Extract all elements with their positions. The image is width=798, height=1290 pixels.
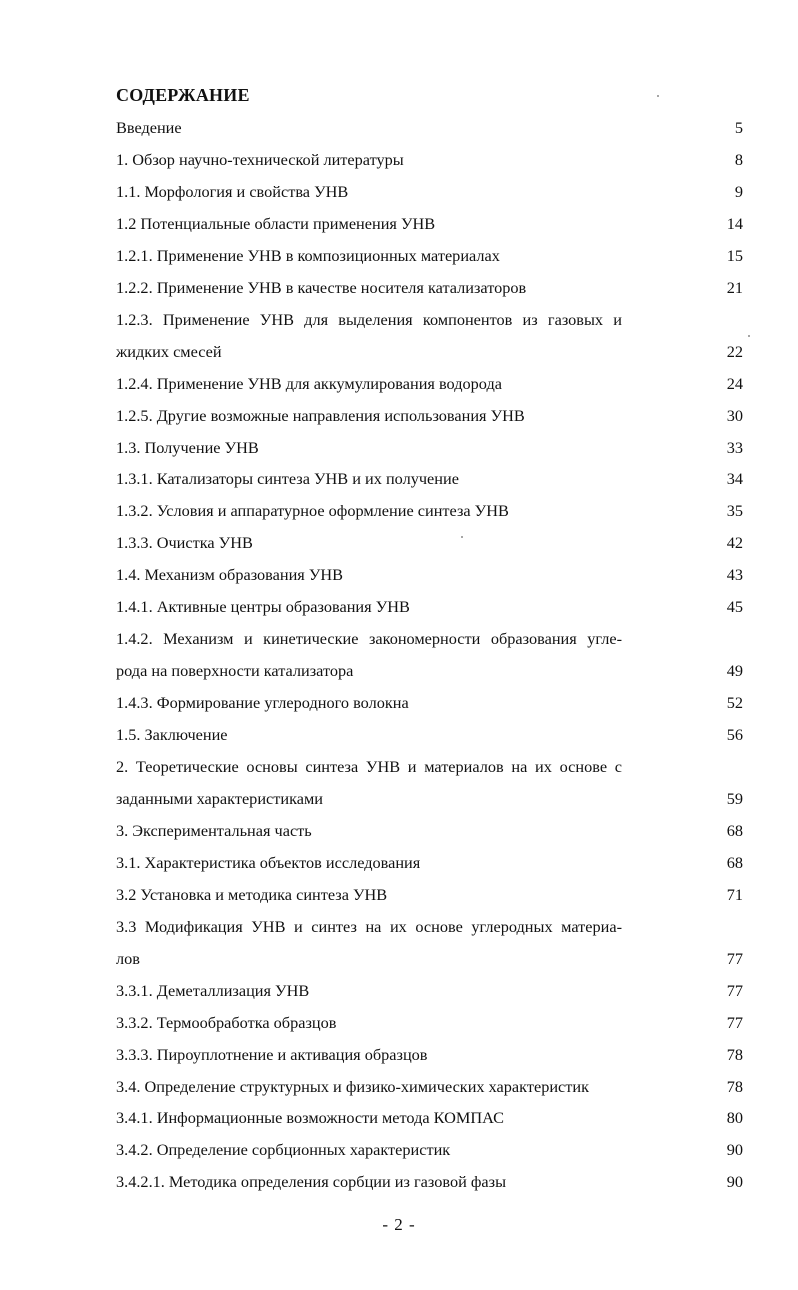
- toc-entry: [0, 820, 798, 852]
- toc-entry: [0, 373, 798, 405]
- toc-entry-title: 1.1. Морфология и свойства УНВ: [116, 181, 349, 201]
- toc-entry: [0, 564, 798, 596]
- toc-entry-title: 3.4.1. Информационные возможности метода КОМПАС: [116, 1108, 504, 1128]
- toc-entry-page-number: 68: [726, 820, 743, 840]
- toc-entry-page-number: 45: [726, 597, 743, 617]
- toc-entry: [0, 756, 798, 820]
- toc-entry-title: 1.4.2. Механизм и кинетические закономерности образования угле-: [116, 629, 622, 649]
- toc-entry-title: 3.4.2. Определение сорбционных характеристик: [116, 1140, 451, 1160]
- toc-entry-title: 1.2.2. Применение УНВ в качестве носителя катализаторов: [116, 277, 527, 297]
- toc-entry-title: 1.4.1. Активные центры образования УНВ: [116, 597, 410, 617]
- toc-entry: [0, 149, 798, 181]
- toc-entry-title: Введение: [116, 118, 182, 137]
- toc-entry-title-continuation: заданными характеристиками: [116, 788, 323, 808]
- toc-entry-page-number: 43: [726, 565, 743, 585]
- page-number: - 2 -: [382, 1215, 416, 1234]
- toc-entry-title: 2. Теоретические основы синтеза УНВ и материалов на их основе с: [116, 757, 622, 776]
- toc-entry: [0, 181, 798, 213]
- toc-entry: [0, 213, 798, 245]
- toc-entry-page-number: 49: [726, 661, 743, 681]
- toc-entry: [0, 1012, 798, 1044]
- toc-entry-page-number: 77: [726, 1012, 743, 1032]
- scan-speck: [461, 536, 463, 538]
- toc-entry-page-number: 90: [726, 1140, 743, 1160]
- toc-entry-page-number: 42: [726, 533, 743, 553]
- toc-entry: [0, 884, 798, 916]
- toc-entry-title: 3. Экспериментальная часть: [116, 820, 312, 840]
- toc-entry-title: 1.4. Механизм образования УНВ: [116, 565, 344, 585]
- toc-entry: [0, 277, 798, 309]
- toc-entry: [0, 117, 798, 149]
- toc-entry-page-number: 78: [726, 1076, 743, 1096]
- toc-entry: [0, 628, 798, 692]
- toc-entry: [0, 437, 798, 469]
- toc-entry-page-number: 24: [726, 373, 743, 393]
- toc-entry-page-number: 56: [726, 725, 743, 745]
- toc-entry: [0, 309, 798, 373]
- toc-entry: [0, 500, 798, 532]
- toc-entry-title: 1.2 Потенциальные области применения УНВ: [116, 213, 436, 233]
- page-title: СОДЕРЖАНИЕ: [116, 85, 250, 105]
- toc-entry-page-number: 15: [726, 245, 743, 265]
- toc-entry-page-number: 80: [726, 1108, 743, 1128]
- toc-entry-title: 3.3 Модификация УНВ и синтез на их основе углеродных материа-: [116, 916, 622, 936]
- toc-entry-page-number: 8: [734, 149, 743, 169]
- toc-entry-title: 1.3. Получение УНВ: [116, 437, 259, 457]
- toc-entry-title: 1.3.2. Условия и аппаратурное оформление синтеза УНВ: [116, 501, 509, 521]
- toc-entry-title: 3.4. Определение структурных и физико-химических характеристик: [116, 1076, 590, 1096]
- toc-entry-title-continuation: лов: [116, 948, 140, 968]
- toc-entry-title: 1.3.3. Очистка УНВ: [116, 533, 253, 553]
- toc-entry: [0, 1107, 798, 1139]
- toc-entry-title: 1.4.3. Формирование углеродного волокна: [116, 693, 409, 713]
- toc-entry-page-number: 68: [726, 852, 743, 872]
- toc-entry: [0, 1076, 798, 1108]
- toc-entry-title: 3.3.1. Деметаллизация УНВ: [116, 980, 310, 1000]
- toc-entry: [0, 692, 798, 724]
- toc-entry-title-continuation: жидких смесей: [116, 341, 222, 361]
- toc-entry-title: 3.3.3. Пироуплотнение и активация образцов: [116, 1044, 428, 1064]
- toc-entry-title: 1. Обзор научно-технической литературы: [116, 149, 404, 169]
- toc-entry-page-number: 22: [726, 341, 743, 361]
- toc-entry-page-number: 5: [734, 118, 743, 137]
- scan-speck: [657, 95, 659, 97]
- toc-entry-page-number: 77: [726, 948, 743, 968]
- toc-entry-title-continuation: рода на поверхности катализатора: [116, 661, 354, 681]
- toc-entry: [0, 1044, 798, 1076]
- toc-entry-page-number: 30: [726, 405, 743, 425]
- toc-entry: [0, 1171, 798, 1203]
- toc-entry-title: 3.1. Характеристика объектов исследования: [116, 852, 421, 872]
- toc-entry-page-number: 77: [726, 980, 743, 1000]
- toc-entry-title: 3.2 Установка и методика синтеза УНВ: [116, 884, 388, 904]
- scan-speck: [748, 335, 750, 337]
- toc-entry-page-number: 9: [734, 181, 743, 201]
- toc-entry-title: 1.3.1. Катализаторы синтеза УНВ и их получение: [116, 469, 459, 489]
- toc-entry-page-number: 33: [726, 437, 743, 457]
- toc-entry: [0, 532, 798, 564]
- toc-entry-page-number: 35: [726, 501, 743, 521]
- toc-entry-page-number: 78: [726, 1044, 743, 1064]
- toc-entry: [0, 980, 798, 1012]
- toc-entry: [0, 1139, 798, 1171]
- toc-entry-page-number: 59: [726, 788, 743, 808]
- toc-entry-title: 1.5. Заключение: [116, 725, 228, 745]
- toc-entry-page-number: 52: [726, 693, 743, 713]
- toc-entry-title: 1.2.3. Применение УНВ для выделения компонентов из газовых и: [116, 309, 622, 329]
- toc-entry: [0, 852, 798, 884]
- toc-entry: [0, 596, 798, 628]
- toc-entry: [0, 468, 798, 500]
- toc-entry-page-number: 34: [726, 469, 743, 489]
- toc-entry: [0, 405, 798, 437]
- toc-entry-title: 1.2.5. Другие возможные направления использования УНВ: [116, 405, 525, 425]
- toc-entry: [0, 916, 798, 980]
- toc-entry-title: 3.4.2.1. Методика определения сорбции из газовой фазы: [116, 1172, 507, 1192]
- toc-entry-page-number: 90: [726, 1172, 743, 1192]
- toc-entry-page-number: 14: [726, 213, 743, 233]
- toc-entry-title: 3.3.2. Термообработка образцов: [116, 1012, 337, 1032]
- toc-entry: [0, 245, 798, 277]
- toc-entry-page-number: 71: [726, 884, 743, 904]
- toc-entry-page-number: 21: [726, 277, 743, 297]
- toc-entry: [0, 724, 798, 756]
- toc-entry-title: 1.2.4. Применение УНВ для аккумулирования водорода: [116, 373, 502, 393]
- toc-entry-title: 1.2.1. Применение УНВ в композиционных материалах: [116, 245, 500, 265]
